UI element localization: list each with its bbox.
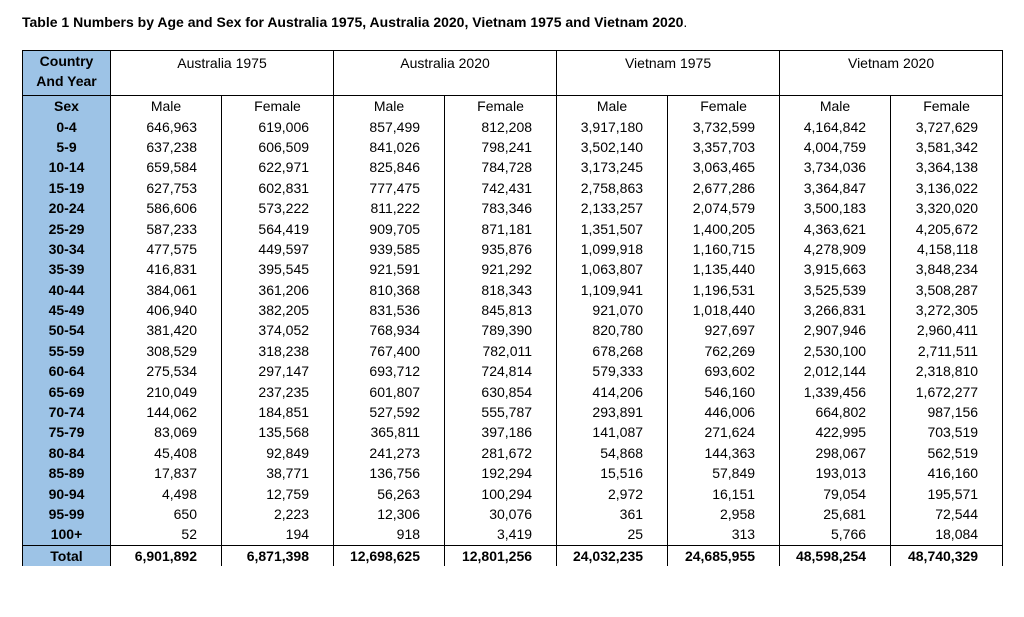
value-cell: 777,475: [334, 178, 445, 198]
table-row: [23, 422, 1003, 442]
value-cell: 38,771: [222, 463, 334, 483]
total-value-cell: 6,901,892: [111, 545, 222, 566]
value-cell: 83,069: [111, 422, 222, 442]
value-cell: 1,018,440: [668, 300, 780, 320]
value-cell: 4,363,621: [780, 218, 891, 238]
value-cell: 783,346: [445, 198, 557, 218]
total-value-cell: 48,740,329: [891, 545, 1003, 566]
value-cell: 664,802: [780, 402, 891, 422]
value-cell: 921,591: [334, 259, 445, 279]
age-group-label: 60-64: [23, 361, 111, 381]
total-value-cell: 24,685,955: [668, 545, 780, 566]
value-cell: 841,026: [334, 137, 445, 157]
value-cell: 416,160: [891, 463, 1003, 483]
value-cell: 136,756: [334, 463, 445, 483]
value-cell: 241,273: [334, 443, 445, 463]
table-row: [23, 361, 1003, 381]
value-cell: 297,147: [222, 361, 334, 381]
value-cell: 54,868: [557, 443, 668, 463]
value-cell: 798,241: [445, 137, 557, 157]
table-row: [23, 218, 1003, 238]
value-cell: 812,208: [445, 116, 557, 136]
value-cell: 3,502,140: [557, 137, 668, 157]
value-cell: 935,876: [445, 239, 557, 259]
value-cell: 579,333: [557, 361, 668, 381]
value-cell: 12,306: [334, 504, 445, 524]
sex-header-cell: Male: [780, 96, 891, 117]
value-cell: 16,151: [668, 483, 780, 503]
country-and-year-header: Country And Year: [23, 51, 111, 96]
value-cell: 762,269: [668, 341, 780, 361]
value-cell: 820,780: [557, 320, 668, 340]
value-cell: 374,052: [222, 320, 334, 340]
value-cell: 678,268: [557, 341, 668, 361]
value-cell: 25,681: [780, 504, 891, 524]
sex-header-cell: Female: [222, 96, 334, 117]
value-cell: 3,364,847: [780, 178, 891, 198]
value-cell: 927,697: [668, 320, 780, 340]
value-cell: 619,006: [222, 116, 334, 136]
table-row: [23, 402, 1003, 422]
value-cell: 637,238: [111, 137, 222, 157]
group-header-row: [23, 51, 1003, 96]
value-cell: 25: [557, 524, 668, 545]
value-cell: 3,419: [445, 524, 557, 545]
table-row: [23, 300, 1003, 320]
age-group-label: 70-74: [23, 402, 111, 422]
value-cell: 17,837: [111, 463, 222, 483]
value-cell: 381,420: [111, 320, 222, 340]
value-cell: 2,711,511: [891, 341, 1003, 361]
value-cell: 2,074,579: [668, 198, 780, 218]
table-row: [23, 381, 1003, 401]
value-cell: 3,848,234: [891, 259, 1003, 279]
value-cell: 2,958: [668, 504, 780, 524]
group-header-australia-2020: Australia 2020: [334, 51, 557, 96]
value-cell: 100,294: [445, 483, 557, 503]
value-cell: 3,508,287: [891, 280, 1003, 300]
value-cell: 194: [222, 524, 334, 545]
value-cell: 3,525,539: [780, 280, 891, 300]
value-cell: 135,568: [222, 422, 334, 442]
age-group-label: 50-54: [23, 320, 111, 340]
group-header-vietnam-2020: Vietnam 2020: [780, 51, 1003, 96]
value-cell: 3,063,465: [668, 157, 780, 177]
value-cell: 72,544: [891, 504, 1003, 524]
age-group-label: 0-4: [23, 116, 111, 136]
value-cell: 2,960,411: [891, 320, 1003, 340]
table-row: [23, 280, 1003, 300]
value-cell: 602,831: [222, 178, 334, 198]
value-cell: 921,070: [557, 300, 668, 320]
value-cell: 871,181: [445, 218, 557, 238]
sex-label: Sex: [23, 96, 111, 117]
value-cell: 298,067: [780, 443, 891, 463]
value-cell: 79,054: [780, 483, 891, 503]
value-cell: 3,727,629: [891, 116, 1003, 136]
table-row: [23, 320, 1003, 340]
value-cell: 308,529: [111, 341, 222, 361]
total-value-cell: 12,801,256: [445, 545, 557, 566]
total-label: Total: [23, 545, 111, 566]
value-cell: 630,854: [445, 381, 557, 401]
age-group-label: 85-89: [23, 463, 111, 483]
table-row: [23, 116, 1003, 136]
value-cell: 845,813: [445, 300, 557, 320]
value-cell: 1,672,277: [891, 381, 1003, 401]
age-group-label: 80-84: [23, 443, 111, 463]
value-cell: 562,519: [891, 443, 1003, 463]
table-row: [23, 443, 1003, 463]
value-cell: 193,013: [780, 463, 891, 483]
table-row: [23, 178, 1003, 198]
value-cell: 3,136,022: [891, 178, 1003, 198]
value-cell: 192,294: [445, 463, 557, 483]
sex-header-cell: Male: [334, 96, 445, 117]
value-cell: 767,400: [334, 341, 445, 361]
value-cell: 382,205: [222, 300, 334, 320]
value-cell: 2,677,286: [668, 178, 780, 198]
table-row: [23, 524, 1003, 545]
value-cell: 918: [334, 524, 445, 545]
value-cell: 1,339,456: [780, 381, 891, 401]
table-row: [23, 239, 1003, 259]
value-cell: 987,156: [891, 402, 1003, 422]
value-cell: 3,320,020: [891, 198, 1003, 218]
age-group-label: 95-99: [23, 504, 111, 524]
total-value-cell: 6,871,398: [222, 545, 334, 566]
sex-header-cell: Male: [557, 96, 668, 117]
total-value-cell: 48,598,254: [780, 545, 891, 566]
value-cell: 477,575: [111, 239, 222, 259]
value-cell: 1,160,715: [668, 239, 780, 259]
population-table: [22, 50, 1003, 566]
value-cell: 784,728: [445, 157, 557, 177]
value-cell: 693,602: [668, 361, 780, 381]
table-row: [23, 341, 1003, 361]
value-cell: 646,963: [111, 116, 222, 136]
value-cell: 811,222: [334, 198, 445, 218]
value-cell: 606,509: [222, 137, 334, 157]
value-cell: 3,732,599: [668, 116, 780, 136]
age-group-label: 35-39: [23, 259, 111, 279]
value-cell: 1,109,941: [557, 280, 668, 300]
age-group-label: 15-19: [23, 178, 111, 198]
table-row: [23, 198, 1003, 218]
value-cell: 4,498: [111, 483, 222, 503]
value-cell: 527,592: [334, 402, 445, 422]
value-cell: 416,831: [111, 259, 222, 279]
value-cell: 15,516: [557, 463, 668, 483]
table-body: [23, 116, 1003, 566]
total-value-cell: 24,032,235: [557, 545, 668, 566]
age-group-label: 65-69: [23, 381, 111, 401]
value-cell: 659,584: [111, 157, 222, 177]
value-cell: 92,849: [222, 443, 334, 463]
value-cell: 921,292: [445, 259, 557, 279]
caption-text: Table 1 Numbers by Age and Sex for Australia 1975, Australia 2020, Vietnam 1975 and Vietnam 2020: [22, 14, 684, 30]
age-group-label: 55-59: [23, 341, 111, 361]
value-cell: 818,343: [445, 280, 557, 300]
value-cell: 1,063,807: [557, 259, 668, 279]
group-header-vietnam-1975: Vietnam 1975: [557, 51, 780, 96]
value-cell: 4,004,759: [780, 137, 891, 157]
age-group-label: 20-24: [23, 198, 111, 218]
value-cell: 3,173,245: [557, 157, 668, 177]
value-cell: 184,851: [222, 402, 334, 422]
value-cell: 313: [668, 524, 780, 545]
age-group-label: 30-34: [23, 239, 111, 259]
value-cell: 627,753: [111, 178, 222, 198]
value-cell: 825,846: [334, 157, 445, 177]
value-cell: 724,814: [445, 361, 557, 381]
value-cell: 742,431: [445, 178, 557, 198]
value-cell: 414,206: [557, 381, 668, 401]
value-cell: 395,545: [222, 259, 334, 279]
value-cell: 3,364,138: [891, 157, 1003, 177]
value-cell: 271,624: [668, 422, 780, 442]
value-cell: 768,934: [334, 320, 445, 340]
value-cell: 2,530,100: [780, 341, 891, 361]
table-row: [23, 259, 1003, 279]
sex-header-cell: Female: [891, 96, 1003, 117]
value-cell: 45,408: [111, 443, 222, 463]
sex-header-cell: Female: [445, 96, 557, 117]
value-cell: 2,758,863: [557, 178, 668, 198]
value-cell: 4,164,842: [780, 116, 891, 136]
value-cell: 275,534: [111, 361, 222, 381]
value-cell: 546,160: [668, 381, 780, 401]
value-cell: 446,006: [668, 402, 780, 422]
table-row: [23, 157, 1003, 177]
value-cell: 4,205,672: [891, 218, 1003, 238]
value-cell: 3,917,180: [557, 116, 668, 136]
table-caption: [22, 14, 687, 30]
value-cell: 857,499: [334, 116, 445, 136]
value-cell: 939,585: [334, 239, 445, 259]
value-cell: 237,235: [222, 381, 334, 401]
value-cell: 586,606: [111, 198, 222, 218]
value-cell: 650: [111, 504, 222, 524]
age-group-label: 100+: [23, 524, 111, 545]
value-cell: 3,500,183: [780, 198, 891, 218]
value-cell: 195,571: [891, 483, 1003, 503]
value-cell: 1,196,531: [668, 280, 780, 300]
value-cell: 1,135,440: [668, 259, 780, 279]
value-cell: 406,940: [111, 300, 222, 320]
value-cell: 5,766: [780, 524, 891, 545]
value-cell: 622,971: [222, 157, 334, 177]
value-cell: 4,158,118: [891, 239, 1003, 259]
value-cell: 2,907,946: [780, 320, 891, 340]
value-cell: 573,222: [222, 198, 334, 218]
value-cell: 141,087: [557, 422, 668, 442]
value-cell: 4,278,909: [780, 239, 891, 259]
value-cell: 1,099,918: [557, 239, 668, 259]
value-cell: 144,363: [668, 443, 780, 463]
age-group-label: 10-14: [23, 157, 111, 177]
table-row: [23, 483, 1003, 503]
caption-period: .: [683, 14, 688, 30]
value-cell: 12,759: [222, 483, 334, 503]
value-cell: 3,266,831: [780, 300, 891, 320]
value-cell: 30,076: [445, 504, 557, 524]
value-cell: 703,519: [891, 422, 1003, 442]
age-group-label: 45-49: [23, 300, 111, 320]
age-group-label: 90-94: [23, 483, 111, 503]
sex-header-row: [23, 96, 1003, 117]
value-cell: 361: [557, 504, 668, 524]
age-group-label: 40-44: [23, 280, 111, 300]
value-cell: 281,672: [445, 443, 557, 463]
value-cell: 909,705: [334, 218, 445, 238]
total-value-cell: 12,698,625: [334, 545, 445, 566]
table-row: [23, 463, 1003, 483]
value-cell: 789,390: [445, 320, 557, 340]
sex-header-cell: Male: [111, 96, 222, 117]
value-cell: 782,011: [445, 341, 557, 361]
sex-header-cell: Female: [668, 96, 780, 117]
value-cell: 693,712: [334, 361, 445, 381]
value-cell: 587,233: [111, 218, 222, 238]
value-cell: 601,807: [334, 381, 445, 401]
value-cell: 3,272,305: [891, 300, 1003, 320]
value-cell: 56,263: [334, 483, 445, 503]
value-cell: 52: [111, 524, 222, 545]
value-cell: 361,206: [222, 280, 334, 300]
value-cell: 57,849: [668, 463, 780, 483]
value-cell: 3,734,036: [780, 157, 891, 177]
value-cell: 18,084: [891, 524, 1003, 545]
value-cell: 318,238: [222, 341, 334, 361]
age-group-label: 75-79: [23, 422, 111, 442]
value-cell: 3,581,342: [891, 137, 1003, 157]
value-cell: 384,061: [111, 280, 222, 300]
age-group-label: 5-9: [23, 137, 111, 157]
table-row: [23, 504, 1003, 524]
value-cell: 1,351,507: [557, 218, 668, 238]
value-cell: 449,597: [222, 239, 334, 259]
age-group-label: 25-29: [23, 218, 111, 238]
value-cell: 210,049: [111, 381, 222, 401]
value-cell: 422,995: [780, 422, 891, 442]
value-cell: 1,400,205: [668, 218, 780, 238]
value-cell: 2,133,257: [557, 198, 668, 218]
value-cell: 365,811: [334, 422, 445, 442]
value-cell: 810,368: [334, 280, 445, 300]
value-cell: 2,012,144: [780, 361, 891, 381]
group-header-australia-1975: Australia 1975: [111, 51, 334, 96]
value-cell: 3,357,703: [668, 137, 780, 157]
value-cell: 293,891: [557, 402, 668, 422]
value-cell: 2,318,810: [891, 361, 1003, 381]
value-cell: 555,787: [445, 402, 557, 422]
value-cell: 397,186: [445, 422, 557, 442]
total-row: [23, 545, 1003, 566]
value-cell: 564,419: [222, 218, 334, 238]
value-cell: 2,972: [557, 483, 668, 503]
value-cell: 831,536: [334, 300, 445, 320]
value-cell: 3,915,663: [780, 259, 891, 279]
table-row: [23, 137, 1003, 157]
value-cell: 2,223: [222, 504, 334, 524]
value-cell: 144,062: [111, 402, 222, 422]
